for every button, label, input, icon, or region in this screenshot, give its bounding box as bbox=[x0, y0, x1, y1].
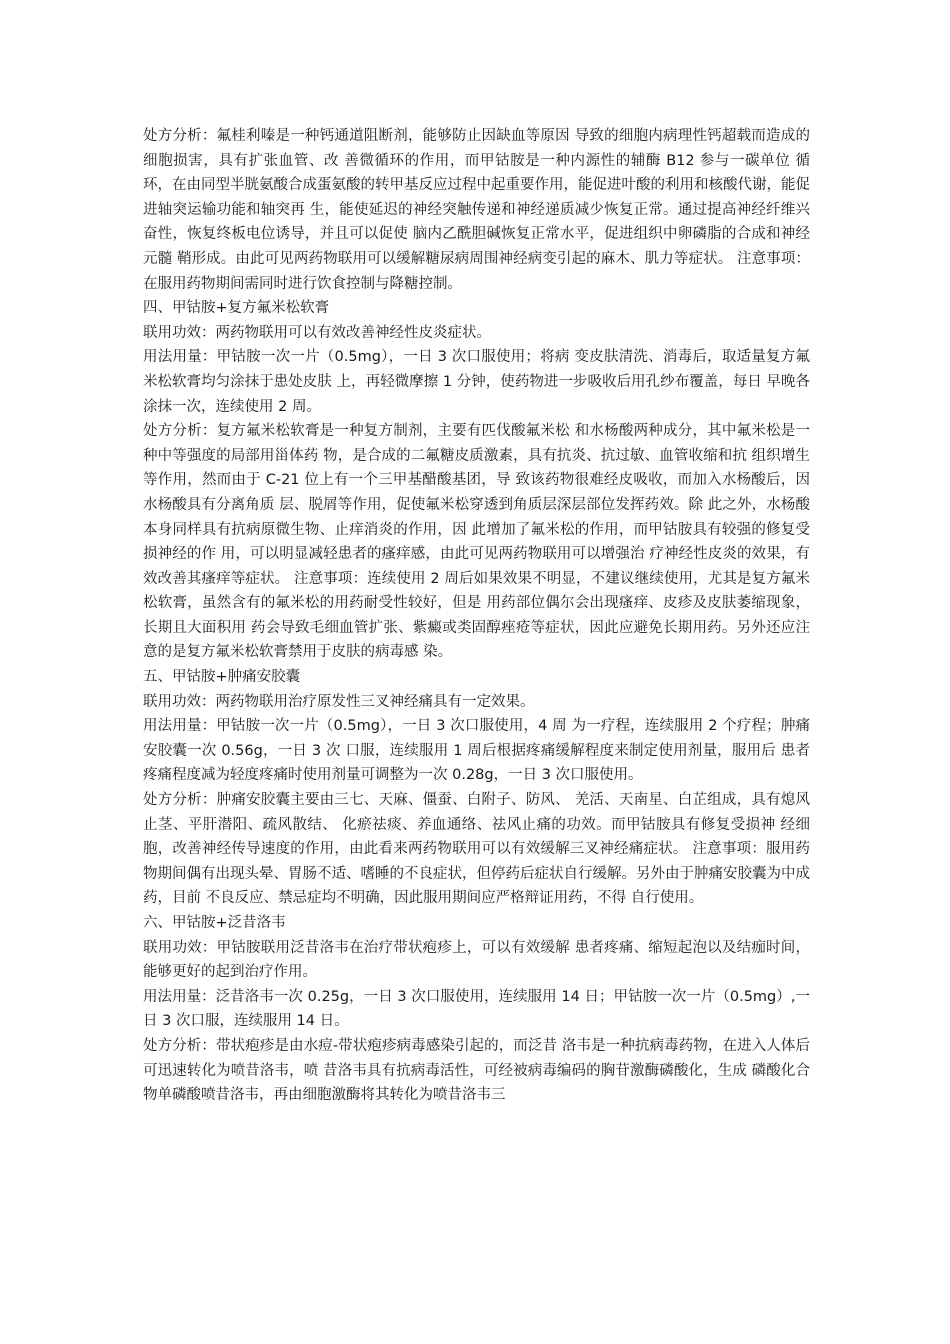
paragraph-dosage-5: 用法用量：甲钴胺一次一片（0.5mg），一日 3 次口服使用，4 周 为一疗程，连续服用 2 个疗程；肿痛安胶囊一次 0.56g，一日 3 次 口服，连续服用 1 周后根据疼痛缓解程度来制定使用剂量，服用后 患者疼痛程度减为轻度疼痛时使用剂量可调整为一次 0.28g，一日 3 次口服使用。 bbox=[143, 718, 810, 784]
section-heading-5: 五、甲钴胺+肿痛安胶囊 bbox=[143, 669, 301, 686]
paragraph-effect-4: 联用功效：两药物联用可以有效改善神经性皮炎症状。 bbox=[143, 324, 491, 341]
paragraph-analysis-flunarizine: 处方分析：氟桂利嗪是一种钙通道阻断剂，能够防止因缺血等原因 导致的细胞内病理性钙超载而造成的细胞损害，具有扩张血管、改 善微循环的作用，而甲钴胺是一种内源性的辅酶 B12 参与一碳单位 循环，在由同型半胱氨酸合成蛋氨酸的转甲基反应过程中起重要作用，能促进叶酸的利用和核酸代谢，能促进轴突运输功能和轴突再 生，能使延迟的神经突触传递和神经递质减少恢复正常。通过提高神经纤维兴奋性，恢复终板电位诱导，并且可以促使 脑内乙酰胆碱恢复正常水平，促进组织中卵磷脂的合成和神经元髓 鞘形成。由此可见两药物联用可以缓解糖尿病周围神经病变引起的麻木、肌力等症状。 注意事项：在服用药物期间需同时进行饮食控制与降糖控制。 bbox=[143, 128, 810, 292]
paragraph-analysis-6: 处方分析：带状疱疹是由水痘-带状疱疹病毒感染引起的，而泛昔 洛韦是一种抗病毒药物，在进入人体后可迅速转化为喷昔洛韦，喷 昔洛韦具有抗病毒活性，可经被病毒编码的胸苷激酶磷酸化，生成 磷酸化合物单磷酸喷昔洛韦，再由细胞激酶将其转化为喷昔洛韦三 bbox=[143, 1037, 810, 1104]
paragraph-effect-6: 联用功效：甲钴胺联用泛昔洛韦在治疗带状疱疹上，可以有效缓解 患者疼痛、缩短起泡以及结痂时间，能够更好的起到治疗作用。 bbox=[143, 939, 810, 981]
paragraph-dosage-4: 用法用量：甲钴胺一次一片（0.5mg），一日 3 次口服使用；将病 变皮肤清洗、消毒后，取适量复方氟米松软膏均匀涂抹于患处皮肤 上，再轻微摩擦 1 分钟，使药物进一步吸收后用孔纱布覆盖，每日 早晚各涂抹一次，连续使用 2 周。 bbox=[143, 349, 810, 415]
paragraph-analysis-5: 处方分析：肿痛安胶囊主要由三七、天麻、僵蚕、白附子、防风、 羌活、天南星、白芷组成，具有熄风止茎、平肝潜阳、疏风散结、 化瘀祛痰、养血通络、祛风止痛的功效。而甲钴胺具有修复受损神 经细胞，改善神经传导速度的作用，由此看来两药物联用可以有效缓解三叉神经痛症状。 注意事项：服用药物期间偶有出现头晕、胃肠不适、嗜睡的不良症状，但停药后症状自行缓解。另外由于肿痛安胶囊为中成药，目前 不良反应、禁忌症均不明确，因此服用期间应严格辩证用药，不得 自行使用。 bbox=[143, 792, 810, 907]
paragraph-effect-5: 联用功效：两药物联用治疗原发性三叉神经痛具有一定效果。 bbox=[143, 693, 535, 710]
paragraph-dosage-6: 用法用量：泛昔洛韦一次 0.25g，一日 3 次口服使用，连续服用 14 日；甲钴胺一次一片（0.5mg）,一日 3 次口服，连续服用 14 日。 bbox=[143, 988, 810, 1030]
section-heading-6: 六、甲钴胺+泛昔洛韦 bbox=[143, 915, 286, 931]
section-heading-4: 四、甲钴胺+复方氟米松软膏 bbox=[143, 300, 330, 317]
paragraph-analysis-4: 处方分析：复方氟米松软膏是一种复方制剂，主要有匹伐酸氟米松 和水杨酸两种成分，其中氟米松是一种中等强度的局部用甾体药 物，是合成的二氟糖皮质激素，具有抗炎、抗过敏、血管收缩和抗 组织增生等作用，然而由于 C-21 位上有一个三甲基醋酸基团，导 致该药物很难经皮吸收，而加入水杨酸后，因水杨酸具有分离角质 层、脱屑等作用，促使氟米松穿透到角质层深层部位发挥药效。除 此之外，水杨酸本身同样具有抗病原微生物、止痒消炎的作用，因 此增加了氟米松的作用，而甲钴胺具有较强的修复受损神经的作 用，可以明显减轻患者的瘙痒感，由此可见两药物联用可以增强治 疗神经性皮炎的效果，有效改善其瘙痒等症状。 注意事项：连续使用 2 周后如果效果不明显，不建议继续使用，尤其是复方氟米松软膏，虽然含有的氟米松的用药耐受性较好，但是 用药部位偶尔会出现瘙痒、皮疹及皮肤萎缩现象，长期且大面积用 药会导致毛细血管扩张、紫癜或类固醇痤疮等症状，因此应避免长期用药。另外还应注意的是复方氟米松软膏禁用于皮肤的病毒感 染。 bbox=[143, 423, 810, 661]
